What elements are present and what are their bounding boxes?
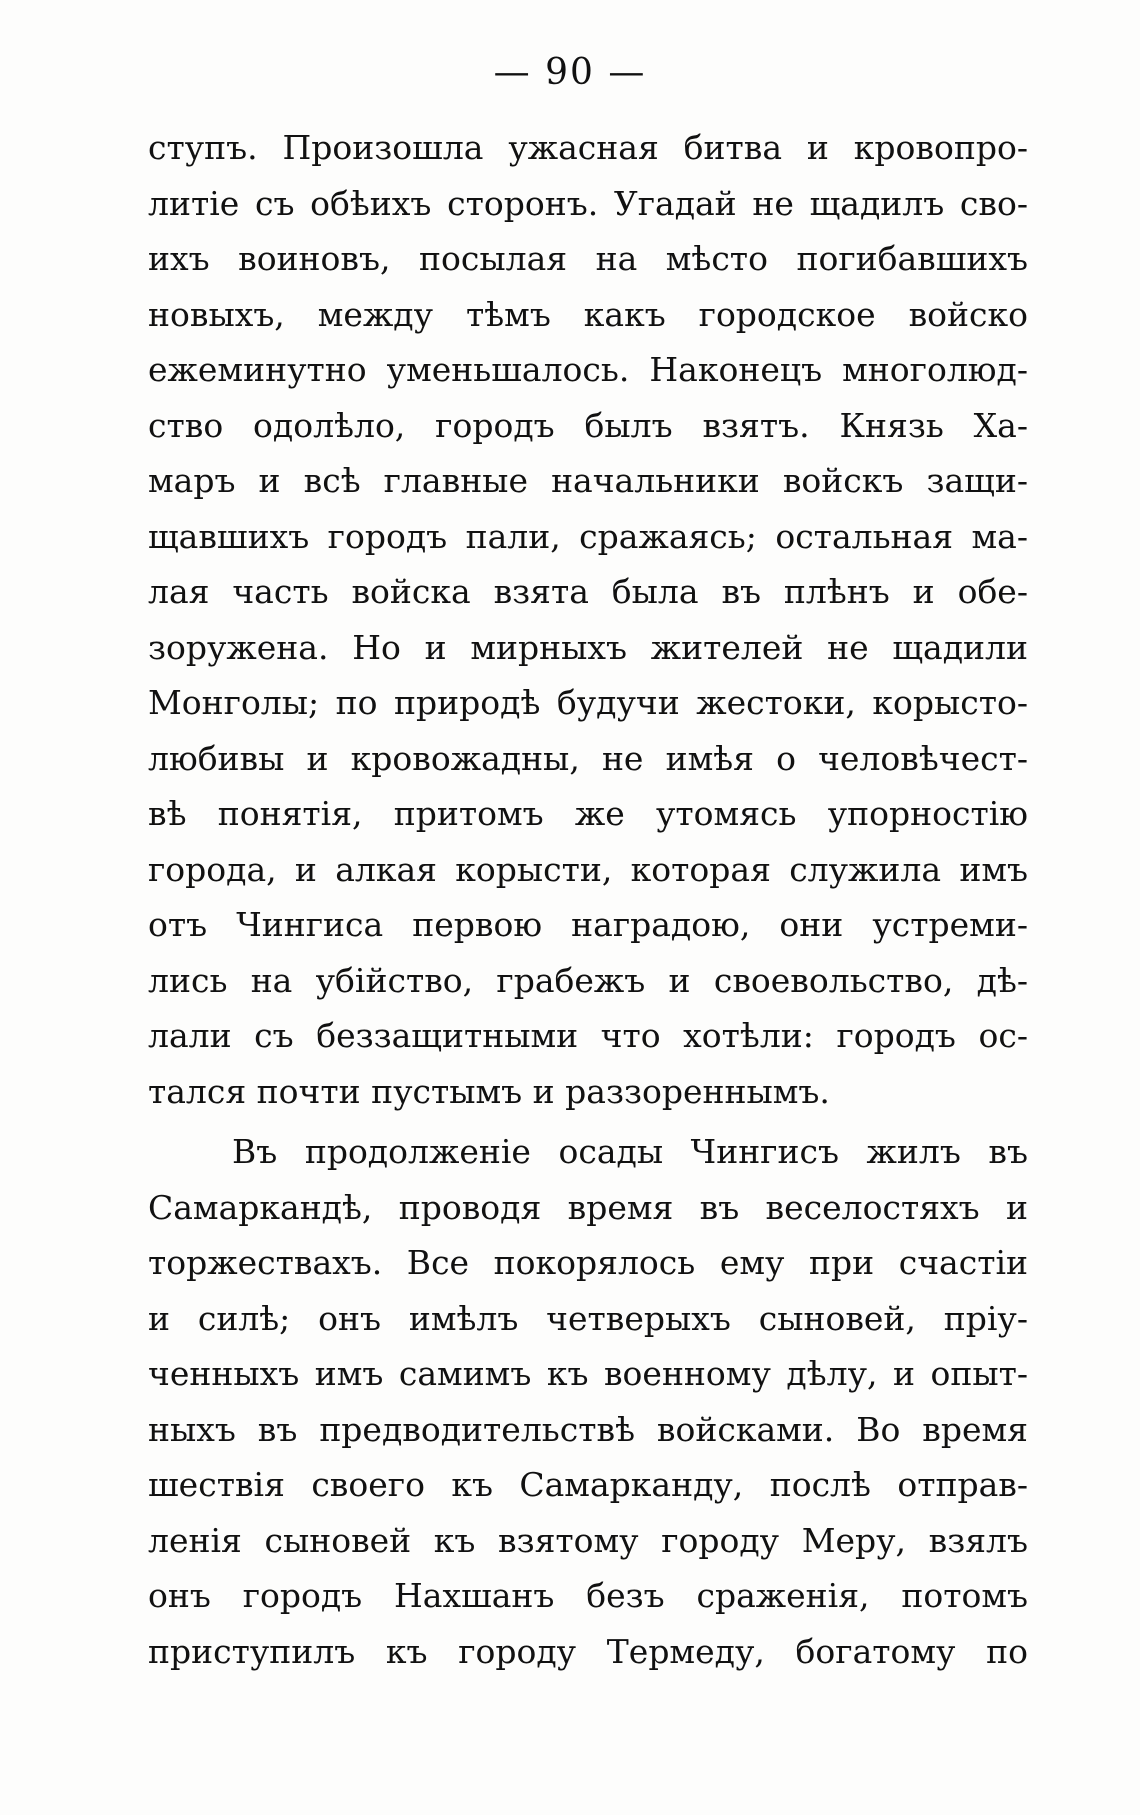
text-line: онъ городъ Нахшанъ безъ сраженія, потомъ: [148, 1576, 1028, 1615]
text-line: любивы и кровожадны, не имѣя о человѣчест-: [148, 738, 1028, 778]
text-line: лали съ беззащитными что хотѣли: городъ ос-: [148, 1016, 1028, 1055]
text-line: новыхъ, между тѣмъ какъ городское войско: [148, 294, 1028, 334]
text-line: ступъ. Произошла ужасная битва и кровопро-: [148, 128, 1028, 167]
text-line: литіе съ обѣихъ сторонъ. Угадай не щадилъ сво-: [148, 183, 1028, 223]
text-line: отъ Чингиса первою наградою, они устреми-: [148, 905, 1028, 944]
text-line: ленія сыновей къ взятому городу Меру, взялъ: [148, 1520, 1028, 1560]
text-line: и силѣ; онъ имѣлъ четверыхъ сыновей, пріу-: [148, 1298, 1028, 1338]
text-line: ство одолѣло, городъ былъ взятъ. Князь Ха-: [148, 405, 1028, 445]
text-line: Самаркандѣ, проводя время въ веселостяхъ и: [148, 1187, 1028, 1227]
text-line: Въ продолженіе осады Чингисъ жилъ въ: [232, 1132, 1028, 1171]
text-line: города, и алкая корысти, которая служила имъ: [148, 849, 1028, 889]
body-text: [148, 120, 1028, 1679]
text-line: приступилъ къ городу Термеду, богатому по: [148, 1631, 1028, 1671]
text-line: маръ и всѣ главные начальники войскъ защи-: [148, 461, 1028, 500]
paragraph-2: [148, 1124, 1028, 1679]
text-line: ченныхъ имъ самимъ къ военному дѣлу, и опыт-: [148, 1354, 1028, 1393]
text-line: шествія своего къ Самарканду, послѣ отправ-: [148, 1465, 1028, 1504]
text-line: Монголы; по природѣ будучи жестоки, корысто-: [148, 683, 1028, 722]
text-line: торжествахъ. Все покорялось ему при счастіи: [148, 1243, 1028, 1282]
text-line: лись на убійство, грабежъ и своевольство, дѣ-: [148, 960, 1028, 1000]
text-line: лая часть войска взята была въ плѣнъ и обе-: [148, 572, 1028, 611]
text-line: ныхъ въ предводительствѣ войсками. Во время: [148, 1409, 1028, 1449]
paragraph-1: [148, 120, 1028, 1119]
text-line: ихъ воиновъ, посылая на мѣсто погибавшихъ: [148, 239, 1028, 278]
text-line: вѣ понятія, притомъ же утомясь упорностію: [148, 794, 1028, 833]
text-line: щавшихъ городъ пали, сражаясь; остальная ма-: [148, 516, 1028, 556]
page-number: — 90 —: [493, 52, 647, 93]
text-line: зоружена. Но и мирныхъ жителей не щадили: [148, 627, 1028, 667]
text-line: ежеминутно уменьшалось. Наконецъ многолюд-: [148, 350, 1028, 389]
text-line: тался почти пустымъ и раззореннымъ.: [148, 1071, 830, 1111]
